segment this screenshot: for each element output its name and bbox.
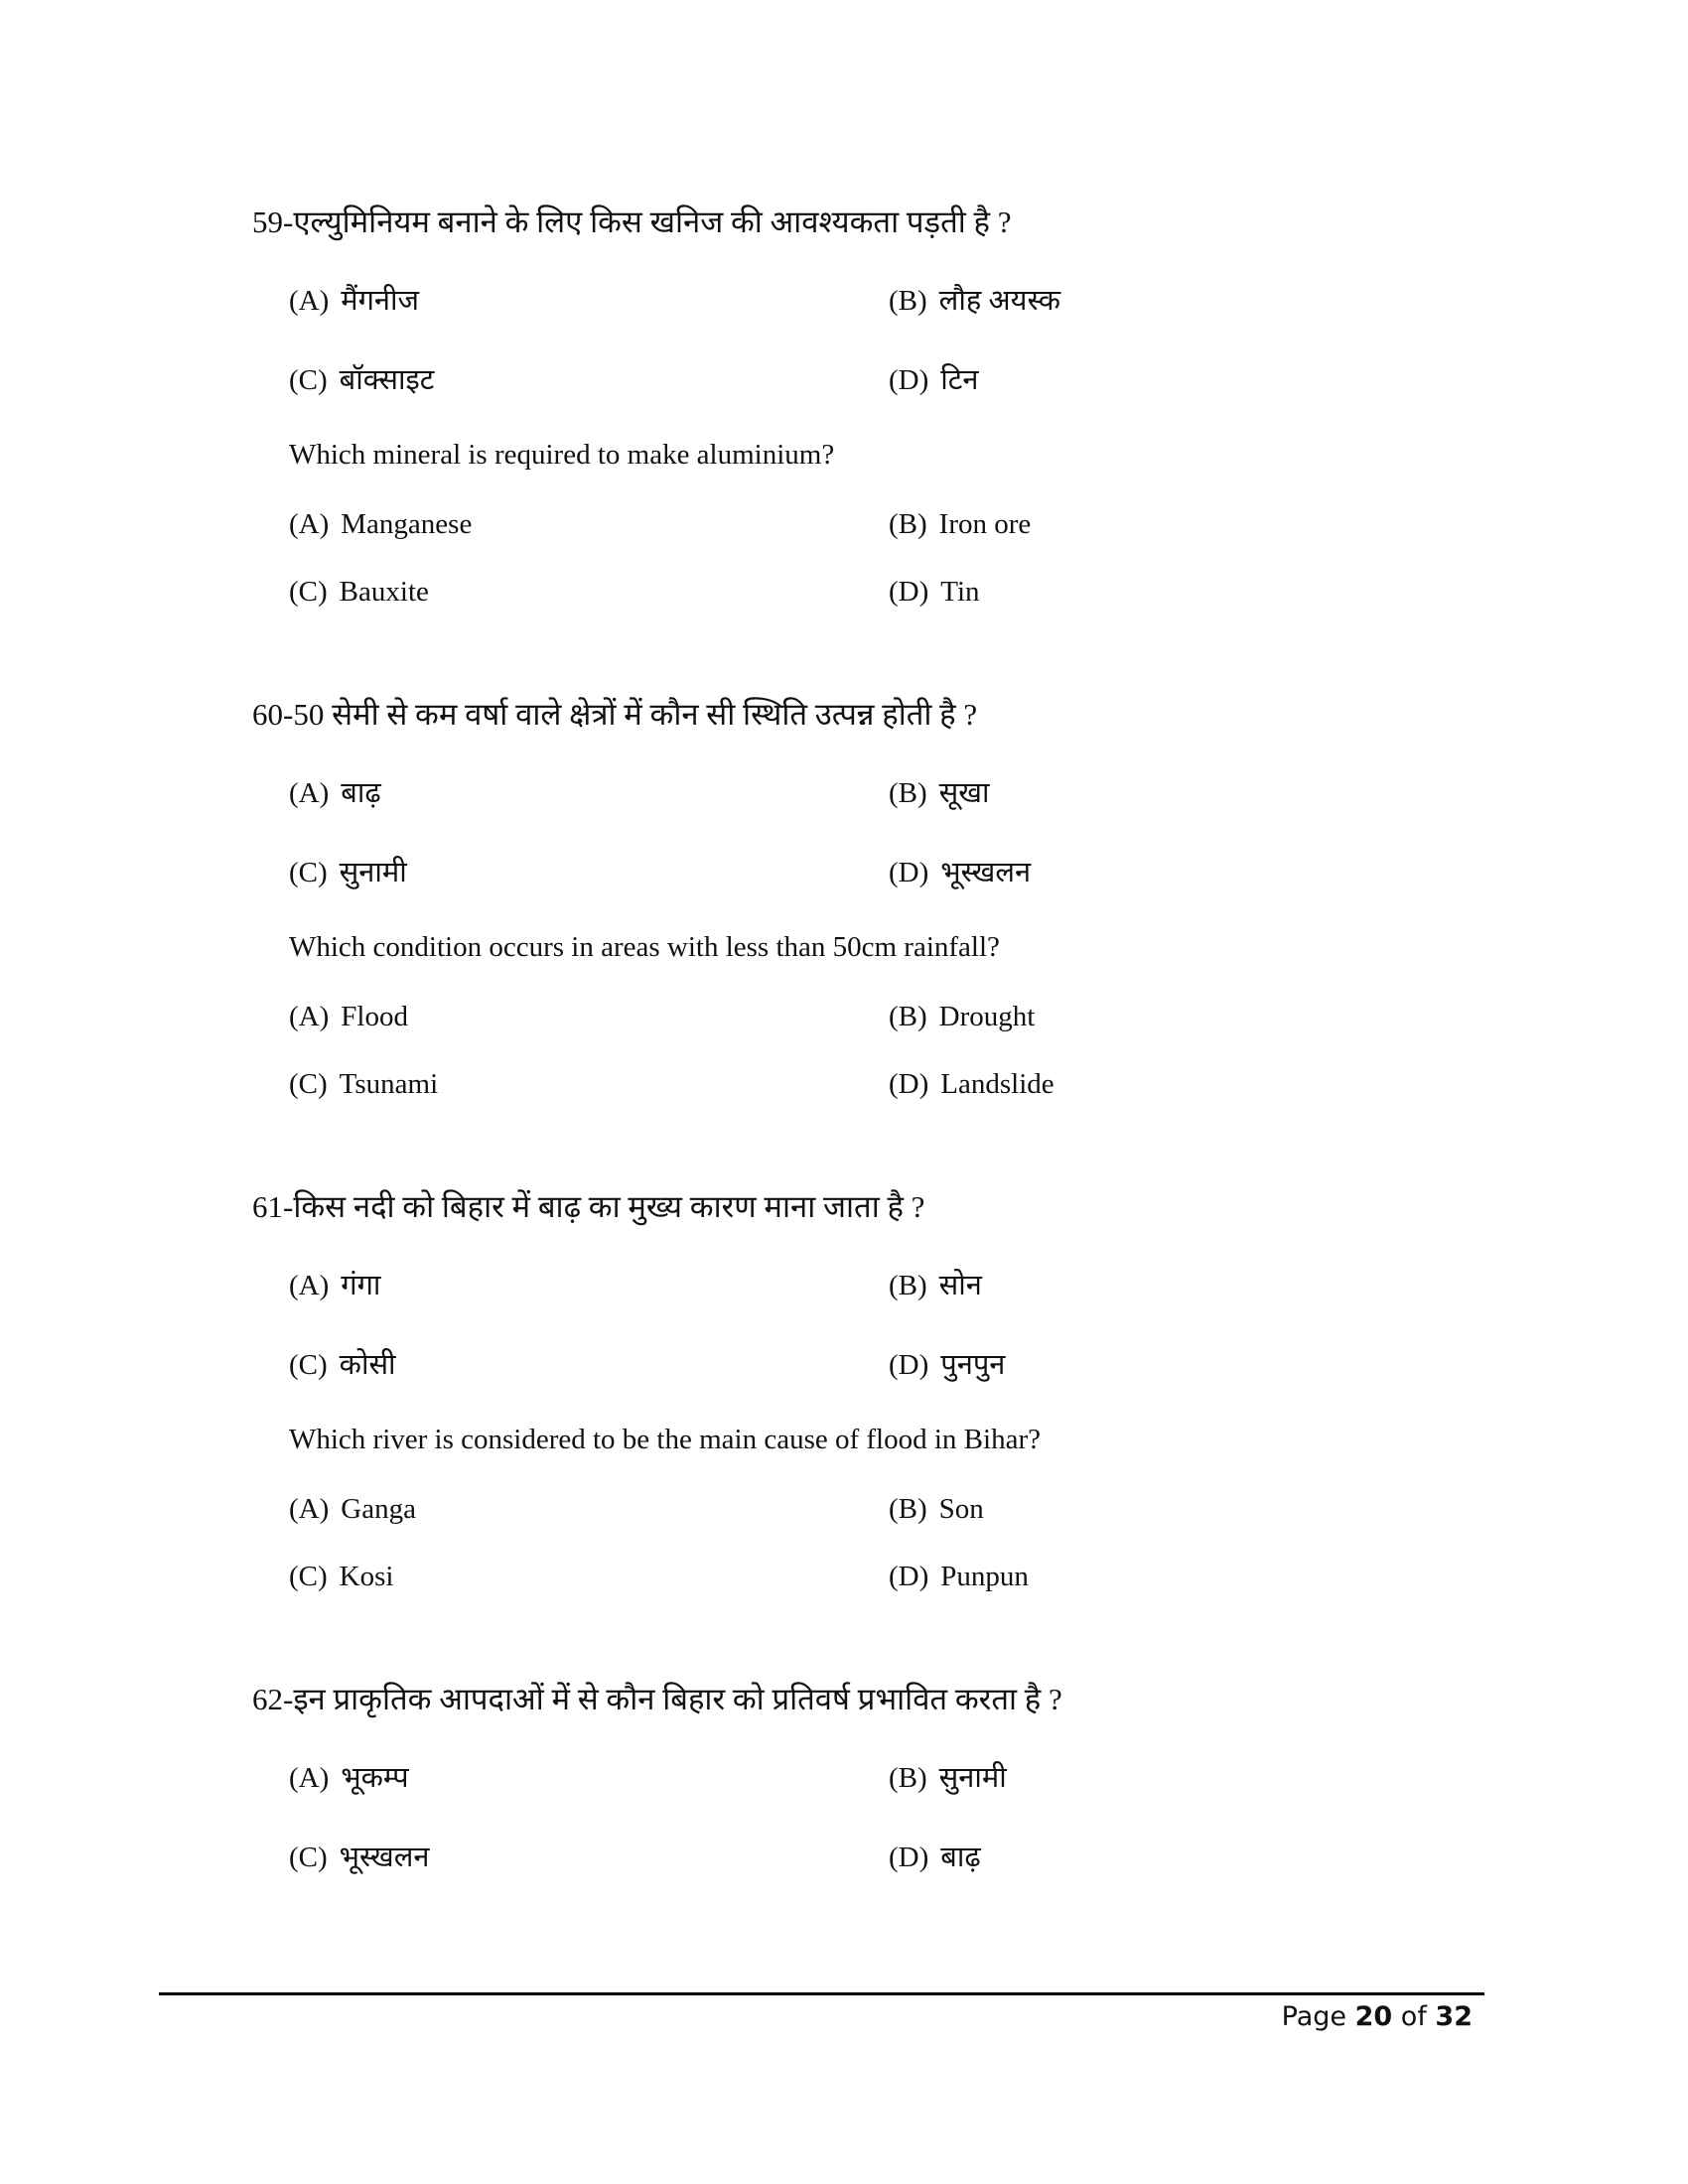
english-option [289, 576, 429, 609]
english-option [289, 1068, 438, 1101]
english-option [889, 1068, 1055, 1101]
option-text: टिन [940, 364, 979, 396]
option-text: भूस्खलन [940, 857, 1032, 888]
question-hindi: 62-इन प्राकृतिक आपदाओं में से कौन बिहार को प्रतिवर्ष प्रभावित करता है ? [252, 1682, 1062, 1716]
hindi-option [889, 1757, 1007, 1796]
hindi-option [889, 359, 979, 398]
option-label: (A) [289, 508, 330, 540]
option-label: (B) [889, 285, 927, 317]
option-label: (B) [889, 1270, 927, 1301]
option-text: भूस्खलन [339, 1842, 430, 1873]
english-option [289, 1493, 416, 1526]
of-word: of [1400, 2001, 1427, 2032]
hindi-option [289, 1837, 430, 1875]
option-label: (A) [289, 777, 330, 809]
option-label: (D) [889, 576, 929, 608]
option-label: (C) [289, 1842, 328, 1873]
option-text: गंगा [341, 1270, 381, 1301]
option-label: (B) [889, 508, 927, 540]
english-option [889, 1493, 984, 1526]
english-option [889, 508, 1031, 541]
hindi-option [289, 1265, 380, 1303]
hindi-option [889, 852, 1031, 890]
hindi-option [889, 1837, 981, 1875]
option-text: Drought [938, 1001, 1036, 1032]
option-text: Tsunami [339, 1068, 439, 1100]
page-word: Page [1281, 2001, 1347, 2032]
hindi-option [889, 772, 990, 811]
current-page: 20 [1354, 2001, 1393, 2032]
option-label: (A) [289, 1762, 330, 1794]
option-label: (B) [889, 1762, 927, 1794]
question-block [0, 201, 1688, 693]
hindi-option [289, 1757, 409, 1796]
page-number [1282, 2001, 1473, 2032]
question-block [0, 693, 1688, 1185]
total-pages: 32 [1435, 2001, 1473, 2032]
option-label: (C) [289, 1349, 328, 1381]
hindi-option [289, 852, 407, 890]
english-option [889, 576, 980, 609]
option-text: Manganese [341, 508, 473, 540]
question-hindi: 61-किस नदी को बिहार में बाढ़ का मुख्य कारण माना जाता है ? [252, 1189, 925, 1224]
option-text: Landslide [940, 1068, 1055, 1100]
option-label: (A) [289, 1001, 330, 1032]
option-label: (D) [889, 364, 929, 396]
english-option [289, 508, 472, 541]
hindi-option [889, 1344, 1005, 1383]
option-text: सुनामी [938, 1762, 1007, 1794]
option-label: (B) [889, 1001, 927, 1032]
question-hindi: 59-एल्युमिनियम बनाने के लिए किस खनिज की आवश्यकता पड़ती है ? [252, 205, 1012, 239]
option-label: (C) [289, 1561, 328, 1592]
english-option [889, 1561, 1029, 1593]
question-block [0, 1185, 1688, 1678]
option-text: बॉक्साइट [339, 364, 435, 396]
option-text: Bauxite [339, 576, 429, 608]
option-label: (D) [889, 1349, 929, 1381]
option-label: (C) [289, 364, 328, 396]
option-text: बाढ़ [341, 777, 381, 809]
option-label: (D) [889, 1842, 929, 1873]
option-text: लौह अयस्क [938, 285, 1061, 317]
english-option [289, 1561, 393, 1593]
option-text: Son [938, 1493, 984, 1525]
option-label: (B) [889, 1493, 927, 1525]
option-label: (D) [889, 1561, 929, 1592]
hindi-option [889, 1265, 982, 1303]
option-text: पुनपुन [940, 1349, 1006, 1381]
option-text: मैंगनीज [341, 285, 420, 317]
hindi-option [889, 280, 1060, 319]
option-label: (A) [289, 285, 330, 317]
english-option [889, 1001, 1035, 1033]
hindi-option [289, 280, 419, 319]
question-english: Which mineral is required to make aluminium? [289, 439, 835, 471]
option-text: सूखा [938, 777, 990, 809]
option-text: Iron ore [938, 508, 1032, 540]
option-text: Punpun [940, 1561, 1029, 1592]
option-label: (B) [889, 777, 927, 809]
option-label: (A) [289, 1493, 330, 1525]
option-label: (C) [289, 576, 328, 608]
hindi-option [289, 772, 381, 811]
question-english: Which river is considered to be the main cause of flood in Bihar? [289, 1424, 1041, 1455]
option-label: (D) [889, 857, 929, 888]
option-text: सोन [938, 1270, 982, 1301]
option-label: (D) [889, 1068, 929, 1100]
hindi-option [289, 1344, 396, 1383]
option-text: Ganga [341, 1493, 416, 1525]
option-text: बाढ़ [940, 1842, 981, 1873]
footer-divider [159, 1992, 1484, 1995]
option-label: (C) [289, 857, 328, 888]
option-text: Kosi [339, 1561, 394, 1592]
english-option [289, 1001, 408, 1033]
option-text: Tin [940, 576, 980, 608]
option-text: कोसी [339, 1349, 396, 1381]
option-text: सुनामी [339, 857, 407, 888]
option-text: भूकम्प [341, 1762, 409, 1794]
option-label: (C) [289, 1068, 328, 1100]
hindi-option [289, 359, 434, 398]
question-hindi: 60-50 सेमी से कम वर्षा वाले क्षेत्रों में कौन सी स्थिति उत्पन्न होती है ? [252, 697, 978, 732]
question-english: Which condition occurs in areas with less than 50cm rainfall? [289, 931, 1000, 963]
option-label: (A) [289, 1270, 330, 1301]
option-text: Flood [341, 1001, 408, 1032]
question-block [0, 1678, 1688, 2170]
